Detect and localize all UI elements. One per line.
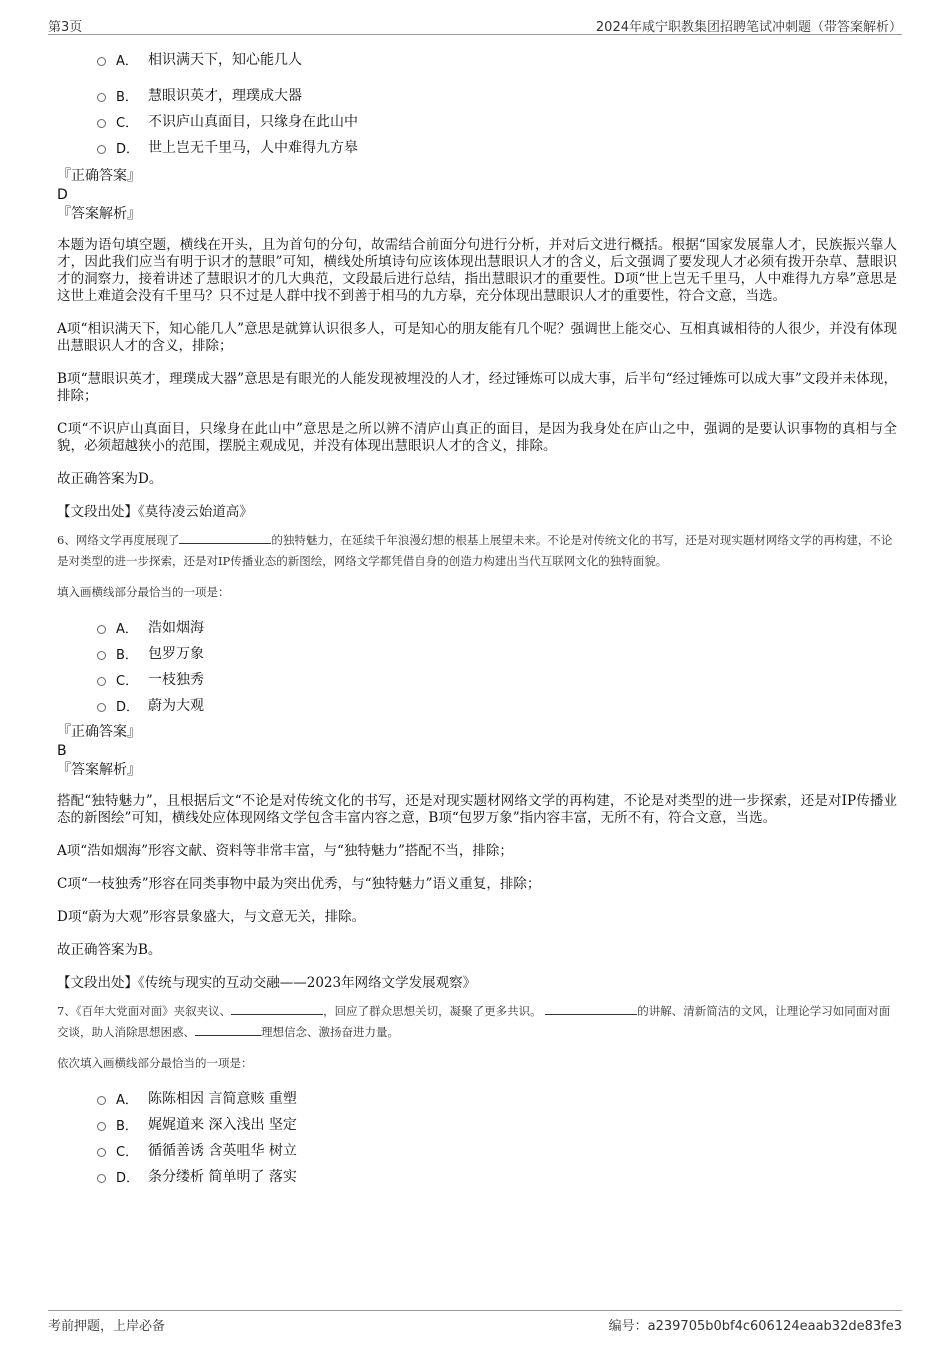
q5-options bbox=[97, 46, 897, 160]
radio-icon[interactable] bbox=[97, 57, 106, 66]
q5-analysis-p1: 本题为语句填空题，横线在开头，且为首句的分句，故需结合前面分句进行分析，并对后文进行概括。根据“国家发展靠人才，民族振兴靠人才，因此我们应当有明于识才的慧眼”可知，横线处所填诗句应该体现出慧眼识人才的含义，后文强调了要发现人才必须有拨开杂草、慧眼识才的洞察力，接着讲述了慧眼识才的几大典范，文段最后进行总结，指出慧眼识才的重要性。D项“世上岂无千里马，人中难得九方皋”意思是这世上难道会没有千里马？只不过是人群中找不到善于相马的九方皋，充分体现出慧眼识人才的重要性，符合文意，当选。 bbox=[57, 237, 897, 304]
q6-analysis-p4: D项“蔚为大观”形容景象盛大，与文意无关，排除。 bbox=[57, 909, 366, 925]
radio-icon[interactable] bbox=[97, 625, 106, 634]
radio-icon[interactable] bbox=[97, 651, 106, 660]
q5-option-b[interactable]: B． 慧眼识英才，理璞成大器 bbox=[97, 82, 897, 108]
radio-icon[interactable] bbox=[97, 93, 106, 102]
q6-analysis-p3: C项“一枝独秀”形容在同类事物中最为突出优秀，与“独特魅力”语义重复，排除； bbox=[57, 876, 541, 892]
radio-icon[interactable] bbox=[97, 119, 106, 128]
q6-option-a[interactable]: A． 浩如烟海 bbox=[97, 614, 897, 640]
q6-stem: 6、网络文学再度展现了 的独特魅力，在延续千年浪漫幻想的根基上展望未来。不论是对传统文化的书写，还是对现实题材网络文学的再构建，不论是对类型的进一步探索，还是对IP传播业态的新图绘，网络文学都凭借自身的创造力构建出当代互联网文化的独特面貌。 bbox=[57, 533, 893, 568]
q7-option-a[interactable]: A． 陈陈相因 言简意赅 重塑 bbox=[97, 1085, 897, 1111]
q6-answer: B bbox=[57, 743, 67, 759]
radio-icon[interactable] bbox=[97, 1096, 106, 1105]
answer-blank bbox=[545, 1002, 637, 1015]
q5-option-a[interactable]: A． 相识满天下，知心能几人 bbox=[97, 46, 897, 72]
answer-blank bbox=[231, 1002, 323, 1015]
q6-analysis-p2: A项“浩如烟海”形容文献、资料等非常丰富，与“独特魅力”搭配不当，排除； bbox=[57, 843, 513, 859]
q7-options bbox=[97, 1085, 897, 1189]
q6-analysis-p5: 故正确答案为B。 bbox=[57, 942, 162, 958]
document-id: 编号：a239705b0bf4c606124eaab32de83fe3 bbox=[608, 1319, 902, 1334]
page-header bbox=[48, 14, 902, 35]
q7-stem: 7、《百年大党面对面》夹叙夹议、 ，回应了群众思想关切，凝聚了更多共识。 的讲解、清新简洁的文风，让理论学习如同面对面交谈，助人消除思想困惑、 理想信念、激扬奋进力量。 bbox=[57, 1004, 891, 1039]
q5-answer-label: 『正确答案』 bbox=[57, 168, 141, 184]
radio-icon[interactable] bbox=[97, 677, 106, 686]
q6-option-c[interactable]: C． 一枝独秀 bbox=[97, 666, 897, 692]
q7-option-b[interactable]: B． 娓娓道来 深入浅出 坚定 bbox=[97, 1111, 897, 1137]
q7-option-d[interactable]: D． 条分缕析 简单明了 落实 bbox=[97, 1163, 897, 1189]
radio-icon[interactable] bbox=[97, 1148, 106, 1157]
q6-options bbox=[97, 614, 897, 718]
q6-option-d[interactable]: D． 蔚为大观 bbox=[97, 692, 897, 718]
q5-analysis-p3: B项“慧眼识英才，理璞成大器”意思是有眼光的人能发现被埋没的人才，经过锤炼可以成大事，后半句“经过锤炼可以成大事”文段并未体现，排除； bbox=[57, 371, 897, 404]
q7-prompt: 依次填入画横线部分最恰当的一项是： bbox=[57, 1056, 253, 1070]
q5-analysis-p2: A项“相识满天下，知心能几人”意思是就算认识很多人，可是知心的朋友能有几个呢？强调世上能交心、互相真诚相待的人很少，并没有体现出慧眼识人才的含义，排除； bbox=[57, 321, 897, 354]
answer-blank bbox=[179, 531, 271, 544]
q5-option-c[interactable]: C． 不识庐山真面目，只缘身在此山中 bbox=[97, 108, 897, 134]
answer-blank bbox=[195, 1023, 261, 1036]
q6-option-b[interactable]: B． 包罗万象 bbox=[97, 640, 897, 666]
radio-icon[interactable] bbox=[97, 1122, 106, 1131]
q6-analysis-label: 『答案解析』 bbox=[57, 762, 141, 778]
q5-source: 【文段出处】《莫待凌云始道高》 bbox=[57, 504, 253, 520]
q6-prompt: 填入画横线部分最恰当的一项是： bbox=[57, 585, 230, 599]
page-content bbox=[57, 44, 897, 1189]
radio-icon[interactable] bbox=[97, 703, 106, 712]
radio-icon[interactable] bbox=[97, 145, 106, 154]
q5-analysis-p4: C项“不识庐山真面目，只缘身在此山中”意思是之所以辨不清庐山真正的面目，是因为我身处在庐山之中，强调的是要认识事物的真相与全貌，必须超越狭小的范围，摆脱主观成见，并没有体现出慧眼识人才的含义，排除。 bbox=[57, 421, 897, 454]
q5-option-d[interactable]: D． 世上岂无千里马，人中难得九方皋 bbox=[97, 134, 897, 160]
q5-answer: D bbox=[57, 187, 68, 203]
page-footer bbox=[48, 1310, 902, 1335]
footer-slogan: 考前押题，上岸必备 bbox=[48, 1319, 166, 1334]
q6-analysis-p1: 搭配“独特魅力”，且根据后文“不论是对传统文化的书写，还是对现实题材网络文学的再构建，不论是对类型的进一步探索，还是对IP传播业态的新图绘”可知，横线处应体现网络文学包含丰富内容之意，B项“包罗万象”指内容丰富，无所不有，符合文意，当选。 bbox=[57, 793, 897, 826]
radio-icon[interactable] bbox=[97, 1174, 106, 1183]
document-title: 2024年咸宁职教集团招聘笔试冲刺题（带答案解析） bbox=[595, 20, 902, 35]
q5-analysis-p5: 故正确答案为D。 bbox=[57, 471, 163, 487]
q7-option-c[interactable]: C． 循循善诱 含英咀华 树立 bbox=[97, 1137, 897, 1163]
q5-analysis-label: 『答案解析』 bbox=[57, 206, 141, 222]
page-number: 第3页 bbox=[48, 20, 83, 35]
q6-answer-label: 『正确答案』 bbox=[57, 724, 141, 740]
q6-source: 【文段出处】《传统与现实的互动交融——2023年网络文学发展观察》 bbox=[57, 975, 477, 991]
